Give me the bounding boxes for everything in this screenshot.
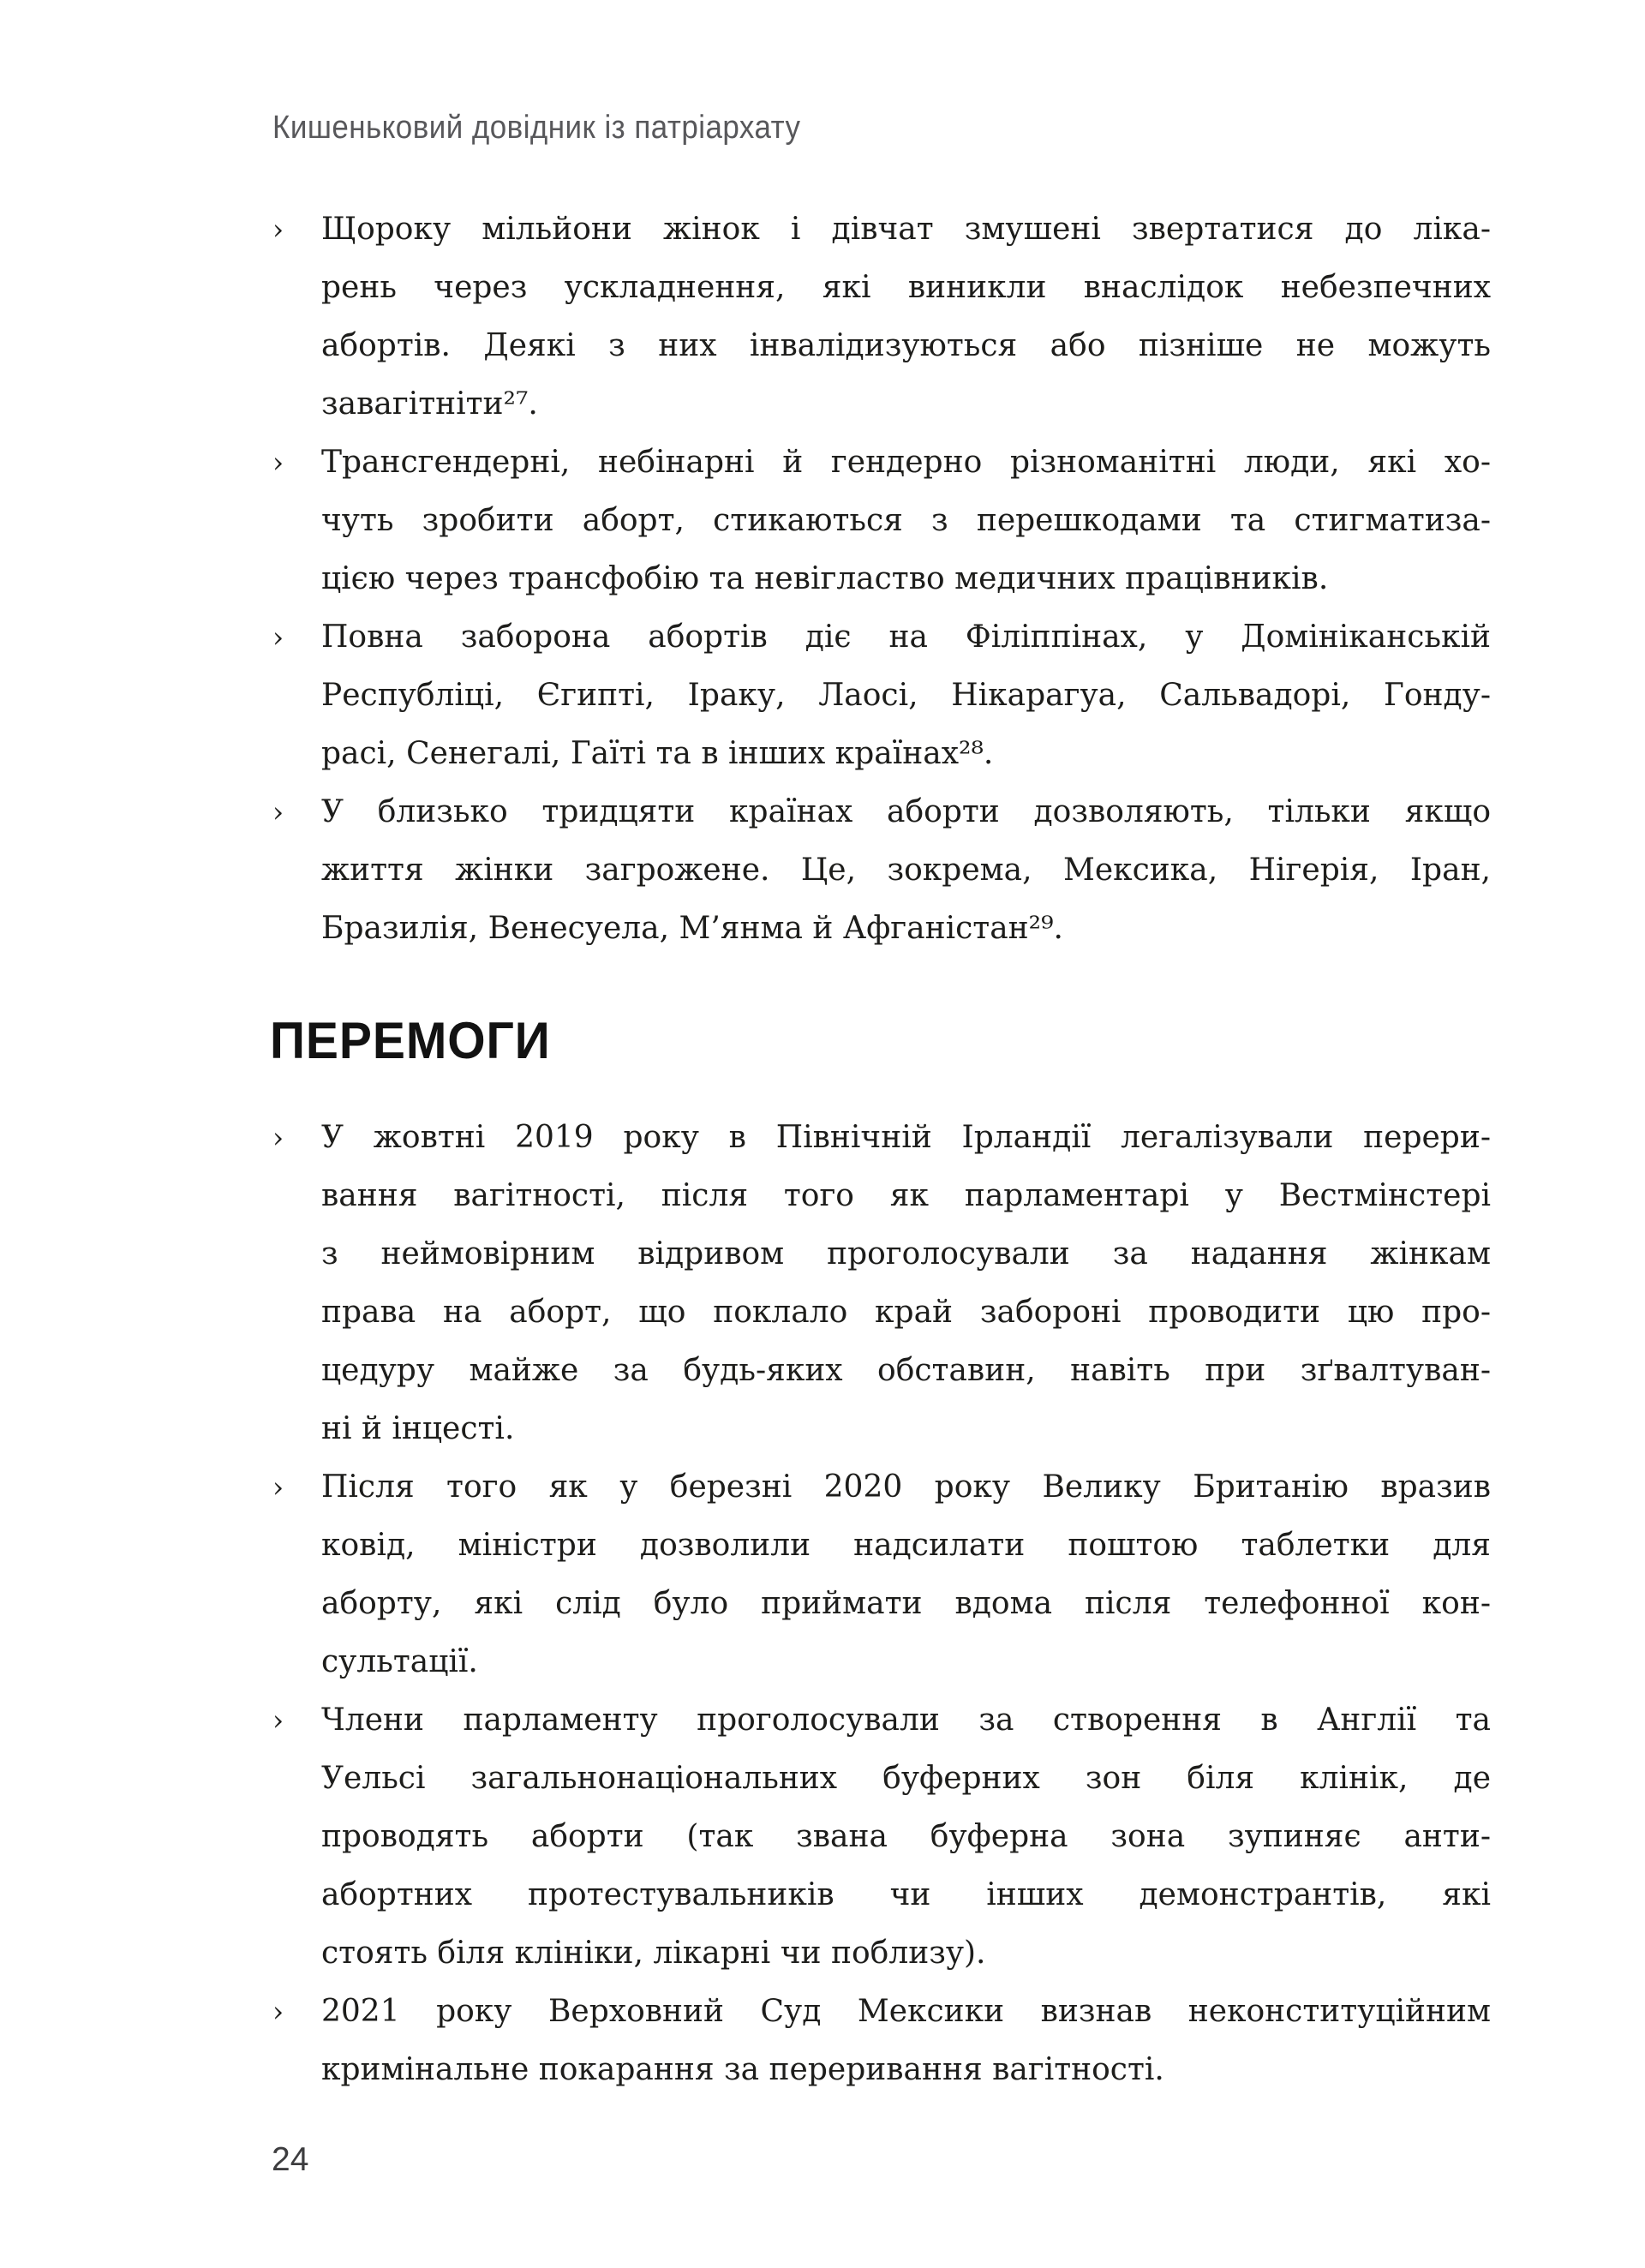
text-line: ковід, міністри дозволили надсилати поштою таблетки для: [321, 1528, 1491, 1563]
text-line: Уельсі загальнонаціональних буферних зон біля клінік, де: [321, 1761, 1491, 1796]
text-line: чуть зробити аборт, стикаються з перешкодами та стигматиза-: [321, 503, 1491, 538]
text-line: вання вагітності, після того як парламентарі у Вестмінстері: [321, 1178, 1491, 1213]
running-header: Кишеньковий довідник із патріархату: [272, 110, 801, 146]
text-line: сультації.: [321, 1644, 478, 1679]
text-line: стоять біля клініки, лікарні чи поблизу).: [321, 1936, 986, 1971]
text-line: У жовтні 2019 року в Північній Ірландії легалізували перери-: [321, 1120, 1491, 1155]
text-line: Трансгендерні, небінарні й гендерно різноманітні люди, які хо-: [321, 445, 1491, 480]
text-line: цедуру майже за будь-яких обставин, навіть при зґвалтуван-: [321, 1353, 1491, 1388]
text-line: 2021 року Верховний Суд Мексики визнав неконституційним: [321, 1994, 1491, 2029]
intro-bullet-list: [270, 200, 1491, 958]
chevron-bullet-marker: ›: [272, 1121, 284, 1154]
text-line: з неймовірним відривом проголосували за надання жінкам: [321, 1236, 1491, 1272]
section-heading: ПЕРЕМОГИ: [270, 1012, 551, 1069]
victories-bullet-list: [270, 1109, 1491, 2099]
text-line: завагітніти²⁷.: [321, 386, 538, 422]
text-line: права на аборт, що поклало край забороні проводити цю про-: [321, 1295, 1491, 1330]
bullet-item: [270, 1109, 1491, 1458]
text-line: абортних протестувальників чи інших демонстрантів, які: [321, 1877, 1491, 1912]
bullet-item: [270, 1458, 1491, 1691]
chevron-bullet-marker: ›: [272, 795, 284, 829]
text-line: проводять аборти (так звана буферна зона зупиняє анти-: [321, 1819, 1491, 1854]
text-line: цією через трансфобію та невігластво медичних працівників.: [321, 561, 1329, 596]
text-line: расі, Сенегалі, Гаїті та в інших країнах²⁸.: [321, 736, 994, 771]
bullet-item: [270, 1983, 1491, 2099]
page-number: 24: [272, 2141, 309, 2178]
bullet-item: [270, 608, 1491, 783]
bullet-item: [270, 1691, 1491, 1983]
text-line: Щороку мільйони жінок і дівчат змушені звертатися до ліка-: [321, 212, 1491, 247]
text-line: Після того як у березні 2020 року Велику Британію вразив: [321, 1469, 1491, 1505]
text-line: Бразилія, Венесуела, М’янма й Афганістан²⁹.: [321, 911, 1063, 946]
text-line: абортів. Деякі з них інвалідизуються або пізніше не можуть: [321, 328, 1491, 363]
bullet-item: [270, 434, 1491, 608]
chevron-bullet-marker: ›: [272, 1995, 284, 2028]
chevron-bullet-marker: ›: [272, 212, 284, 246]
chevron-bullet-marker: ›: [272, 446, 284, 479]
text-line: У близько тридцяти країнах аборти дозволяють, тільки якщо: [321, 794, 1491, 829]
text-line: рень через ускладнення, які виникли внаслідок небезпечних: [321, 270, 1491, 305]
bullet-item: [270, 783, 1491, 958]
text-line: Повна заборона абортів діє на Філіппінах, у Домініканській: [321, 619, 1491, 655]
chevron-bullet-marker: ›: [272, 1703, 284, 1737]
text-line: Республіці, Єгипті, Іраку, Лаосі, Нікарагуа, Сальвадорі, Гонду-: [321, 678, 1491, 713]
chevron-bullet-marker: ›: [272, 1470, 284, 1504]
text-line: аборту, які слід було приймати вдома після телефонної кон-: [321, 1586, 1491, 1621]
chevron-bullet-marker: ›: [272, 620, 284, 654]
text-line: Члени парламенту проголосували за створення в Англії та: [321, 1702, 1491, 1738]
text-line: ні й інцесті.: [321, 1411, 515, 1446]
text-line: кримінальне покарання за переривання вагітності.: [321, 2052, 1164, 2087]
text-line: життя жінки загрожене. Це, зокрема, Мексика, Нігерія, Іран,: [321, 853, 1491, 888]
bullet-item: [270, 200, 1491, 434]
